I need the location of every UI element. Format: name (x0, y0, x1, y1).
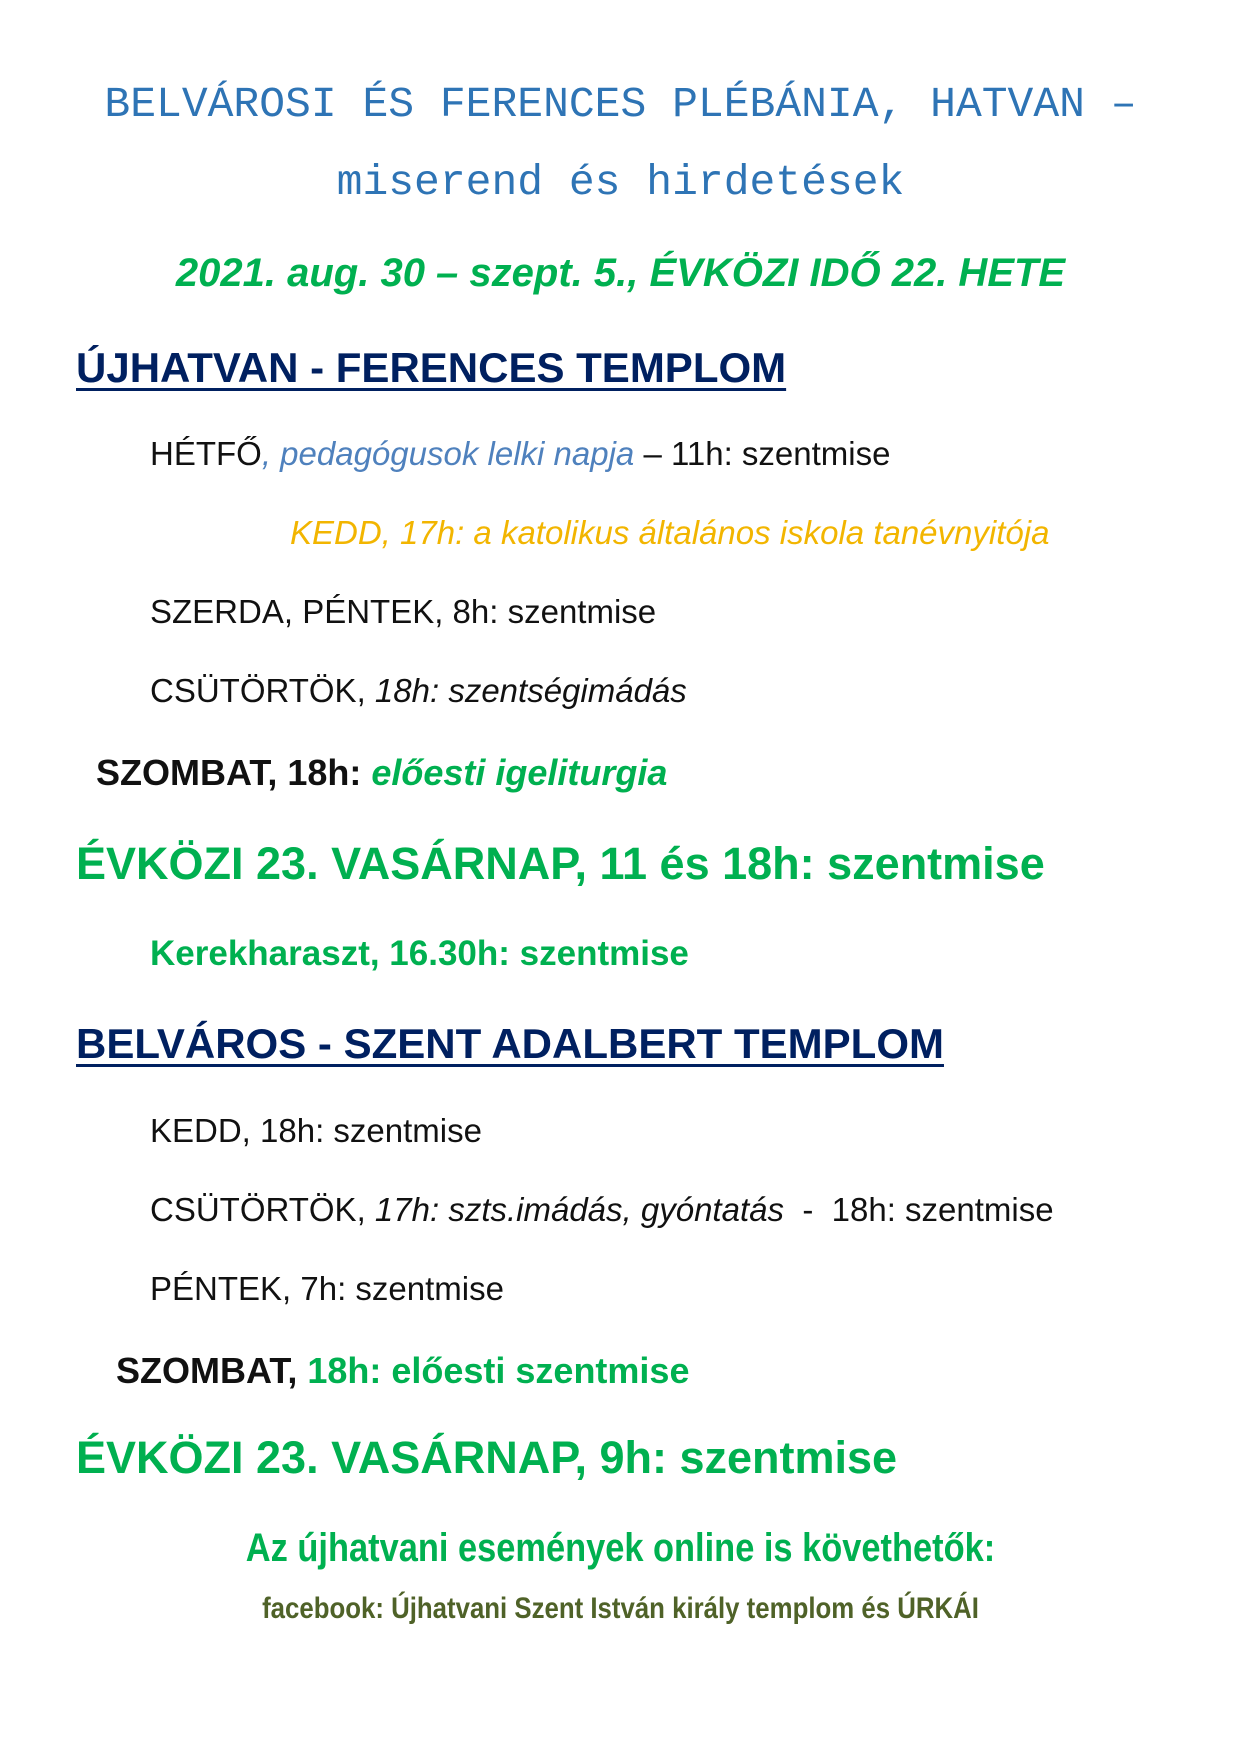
belvaros-saturday (116, 1350, 689, 1391)
title-line-1: BELVÁROSI ÉS FERENCES PLÉBÁNIA, HATVAN – (104, 80, 1137, 129)
belvaros-friday: PÉNTEK, 7h: szentmise (150, 1270, 504, 1307)
ujhatvan-sunday: ÉVKÖZI 23. VASÁRNAP, 11 és 18h: szentmise (76, 838, 1045, 889)
ujhatvan-wed-fri: SZERDA, PÉNTEK, 8h: szentmise (150, 593, 657, 630)
online-notice: Az újhatvani események online is követhetők: (245, 1526, 996, 1570)
ujhatvan-saturday (96, 752, 667, 793)
saturday-event: előesti igeliturgia (361, 752, 668, 793)
saturday-day: SZOMBAT, 18h: (96, 752, 362, 793)
kerekharaszt: Kerekharaszt, 16.30h: szentmise (150, 934, 689, 973)
belvaros-tuesday: KEDD, 18h: szentmise (150, 1112, 482, 1149)
thursday-event: 18h: szentségimádás (365, 672, 687, 709)
week-title: 2021. aug. 30 – szept. 5., ÉVKÖZI IDŐ 22. HETE (175, 251, 1066, 295)
belvaros-thursday (150, 1191, 1054, 1229)
belvaros-sunday: ÉVKÖZI 23. VASÁRNAP, 9h: szentmise (76, 1432, 898, 1483)
b-saturday-event: 18h: előesti szentmise (297, 1350, 690, 1391)
thursday-day: CSÜTÖRTÖK, (150, 672, 366, 709)
b-thursday-rest: - 18h: szentmise (783, 1191, 1054, 1228)
b-thursday-event: 17h: szts.imádás, gyóntatás (365, 1191, 784, 1228)
ujhatvan-thursday (150, 672, 687, 710)
ujhatvan-monday (150, 435, 890, 473)
monday-note: , pedagógusok lelki napja (261, 435, 635, 472)
monday-day: HÉTFŐ (150, 435, 262, 472)
b-thursday-day: CSÜTÖRTÖK, (150, 1191, 366, 1228)
section-heading-ujhatvan: ÚJHATVAN - FERENCES TEMPLOM (76, 344, 787, 391)
section-heading-belvaros: BELVÁROS - SZENT ADALBERT TEMPLOM (76, 1020, 944, 1067)
ujhatvan-tuesday: KEDD, 17h: a katolikus általános iskola tanévnyitója (290, 514, 1050, 551)
b-saturday-day: SZOMBAT, (116, 1350, 298, 1391)
monday-rest: – 11h: szentmise (634, 435, 891, 472)
facebook-notice: facebook: Újhatvani Szent István király templom és ÚRKÁI (262, 1592, 979, 1625)
title-line-2: miserend és hirdetések (336, 158, 905, 207)
